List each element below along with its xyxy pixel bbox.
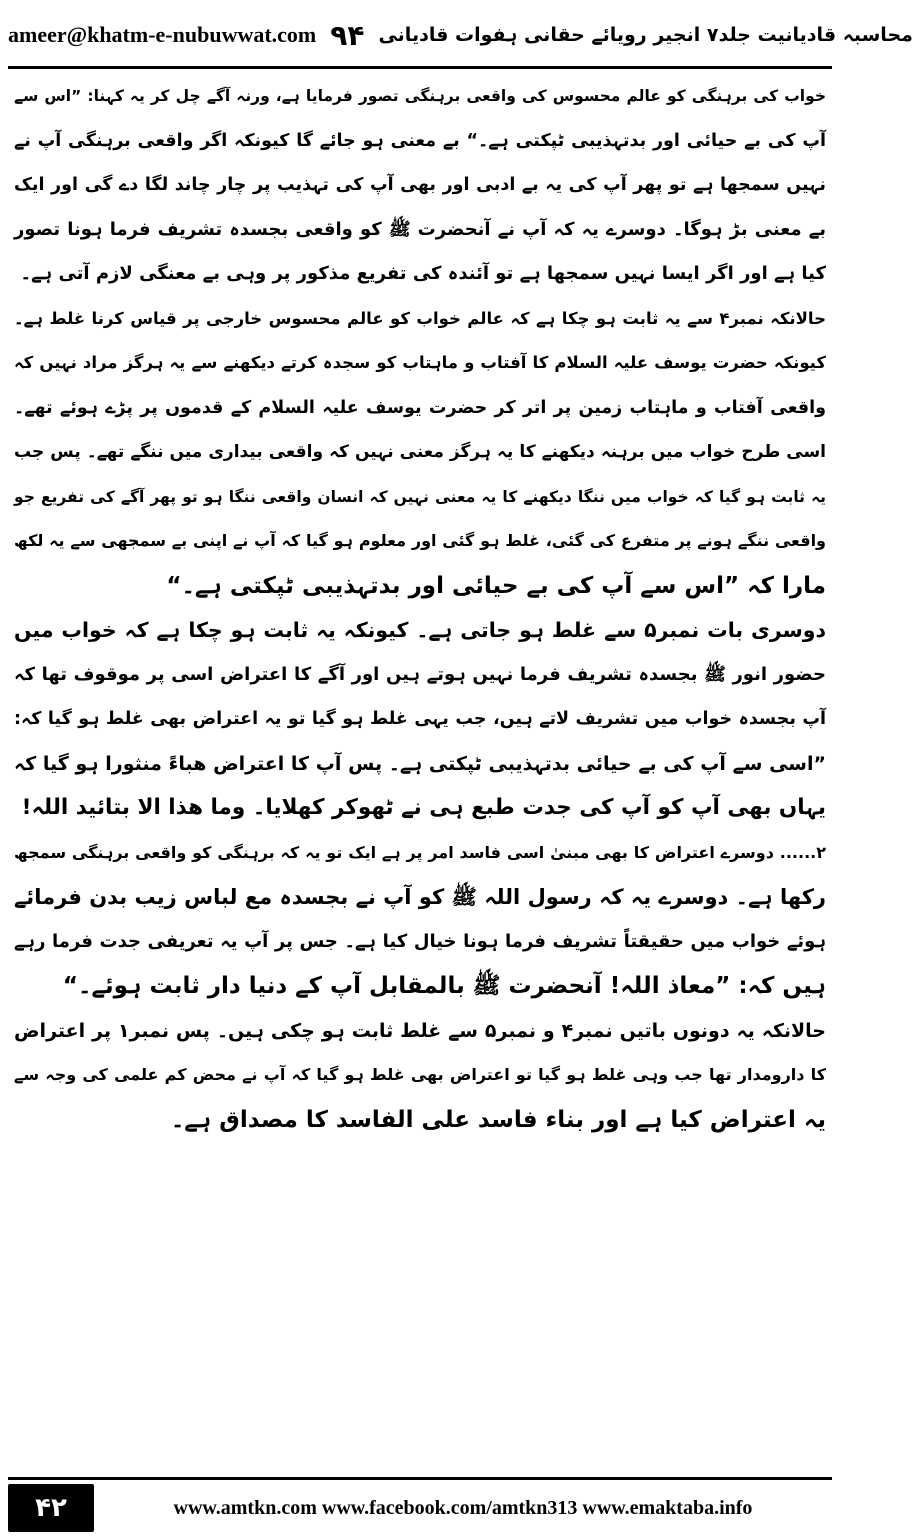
paragraph (14, 297, 826, 609)
text-line: حضور انور ﷺ بجسدہ تشریف فرما نہیں ہوتے ہیں اور آگے کا اعتراض اسی پر موقوف تھا کہ (14, 663, 826, 685)
text-line: رکھا ہے۔ دوسرے یہ کہ رسول اللہ ﷺ کو آپ نے بجسدہ مع لباس زیب بدن فرمائے (14, 885, 826, 909)
paragraph (14, 831, 826, 1009)
text-line: نہیں سمجھا ہے تو پھر آپ کی یہ بے ادبی اور بھی آپ کی تہذیب پر چار چاند لگا دے گی اور ایک (14, 175, 826, 195)
text-line: ہیں کہ: ”معاذ اللہ! آنحضرت ﷺ بالمقابل آپ کے دنیا دار ثابت ہوئے۔“ (62, 973, 826, 999)
header-email: ameer@khatm-e-nubuwwat.com (8, 22, 317, 47)
footer-divider (8, 1477, 832, 1480)
text-line: حالانکہ نمبر۴ سے یہ ثابت ہو چکا ہے کہ عالم خواب کو عالم محسوس خارجی پر قیاس کرنا غلط ہے۔ (14, 308, 826, 328)
page-body (14, 74, 826, 1468)
text-line: حالانکہ یہ دونوں باتیں نمبر۴ و نمبر۵ سے غلط ثابت ہو چکی ہیں۔ پس نمبر۱ پر اعتراض (14, 1019, 827, 1042)
text-line: آپ کی بے حیائی اور بدتہذیبی ٹپکتی ہے۔“ بے معنی ہو جائے گا کیونکہ اگر واقعی برہنگی آپ نے (14, 130, 826, 151)
text-line: مارا کہ ”اس سے آپ کی بے حیائی اور بدتہذیبی ٹپکتی ہے۔“ (166, 572, 826, 599)
page-header (8, 6, 913, 64)
page-footer (8, 1482, 832, 1534)
text-line: کیونکہ حضرت یوسف علیہ السلام کا آفتاب و ماہتاب کو سجدہ کرتے دیکھنے سے یہ ہرگز مراد نہیں کہ (14, 353, 826, 372)
text-line: واقعی آفتاب و ماہتاب زمین پر اتر کر حضرت یوسف علیہ السلام کے قدموں پر پڑے ہوئے تھے۔ (14, 397, 826, 418)
text-line: کا دارومدار تھا جب وہی غلط ہو گیا تو اعتراض بھی غلط ہو گیا کہ آپ نے محض کم علمی کی وجہ سے (14, 1065, 826, 1084)
text-line: یہاں بھی آپ کو آپ کی جدت طبع ہی نے ٹھوکر کھلایا۔ وما ھذا الا بتائید اللہ! (21, 795, 826, 820)
footer-page-number: ۴۲ (8, 1484, 94, 1532)
text-line: ۲...... دوسرے اعتراض کا بھی مبنیٰ اسی فاسد امر پر ہے ایک تو یہ کہ برہنگی کو واقعی برہنگی سمجھ (14, 842, 826, 862)
header-page-number: ۹۴ (330, 18, 365, 52)
text-line: آپ بجسدہ خواب میں تشریف لاتے ہیں، جب یہی غلط ہو گیا تو یہ اعتراض بھی غلط ہو گیا کہ: (14, 709, 826, 729)
text-line: ”اسی سے آپ کی بے حیائی بدتہذیبی ٹپکتی ہے۔ پس آپ کا اعتراض ھباءً منثورا ہو گیا کہ (14, 752, 826, 775)
header-book-title: محاسبہ قادیانیت جلد۷ انجیر رویائے حقانی ہفوات قادیانی (378, 24, 913, 46)
text-line: اسی طرح خواب میں برہنہ دیکھنے کا یہ ہرگز معنی نہیں کہ واقعی بیداری میں ننگے تھے۔ پس جب (14, 442, 826, 462)
text-line: دوسری بات نمبر۵ سے غلط ہو جاتی ہے۔ کیونکہ یہ ثابت ہو چکا ہے کہ خواب میں (14, 618, 826, 642)
text-line: ہوئے خواب میں حقیقتاً تشریف فرما ہونا خیال کیا ہے۔ جس پر آپ یہ تعریفی جدت فرما رہے (14, 930, 826, 952)
text-line: خواب کی برہنگی کو عالم محسوس کی واقعی برہنگی تصور فرمایا ہے، ورنہ آگے چل کر یہ کہنا: ”اس سے (14, 87, 826, 105)
paragraph (14, 608, 826, 831)
paragraph (14, 1009, 826, 1143)
paragraph (14, 74, 826, 297)
text-line: بے معنی بڑ ہوگا۔ دوسرے یہ کہ آپ نے آنحضرت ﷺ کو واقعی بجسدہ تشریف فرما ہونا تصور (14, 218, 826, 240)
header-divider (8, 66, 832, 69)
footer-website-links[interactable]: www.amtkn.com www.facebook.com/amtkn313 www.emaktaba.info (173, 1496, 753, 1519)
text-line: یہ ثابت ہو گیا کہ خواب میں ننگا دیکھنے کا یہ معنی نہیں کہ انسان واقعی ننگا ہو تو پھر آگے کی تفریع جو (14, 487, 826, 506)
text-line: کیا ہے اور اگر ایسا نہیں سمجھا ہے تو آئندہ کی تفریع مذکور پر وہی بے معنگی لازم آتی ہے۔ (20, 263, 826, 284)
text-line: واقعی ننگے ہونے پر متفرع کی گئی، غلط ہو گئی اور معلوم ہو گیا کہ آپ نے اپنی بے سمجھی سے یہ لکھ (14, 531, 826, 550)
text-line: یہ اعتراض کیا ہے اور بناء فاسد علی الفاسد کا مصداق ہے۔ (170, 1106, 826, 1133)
